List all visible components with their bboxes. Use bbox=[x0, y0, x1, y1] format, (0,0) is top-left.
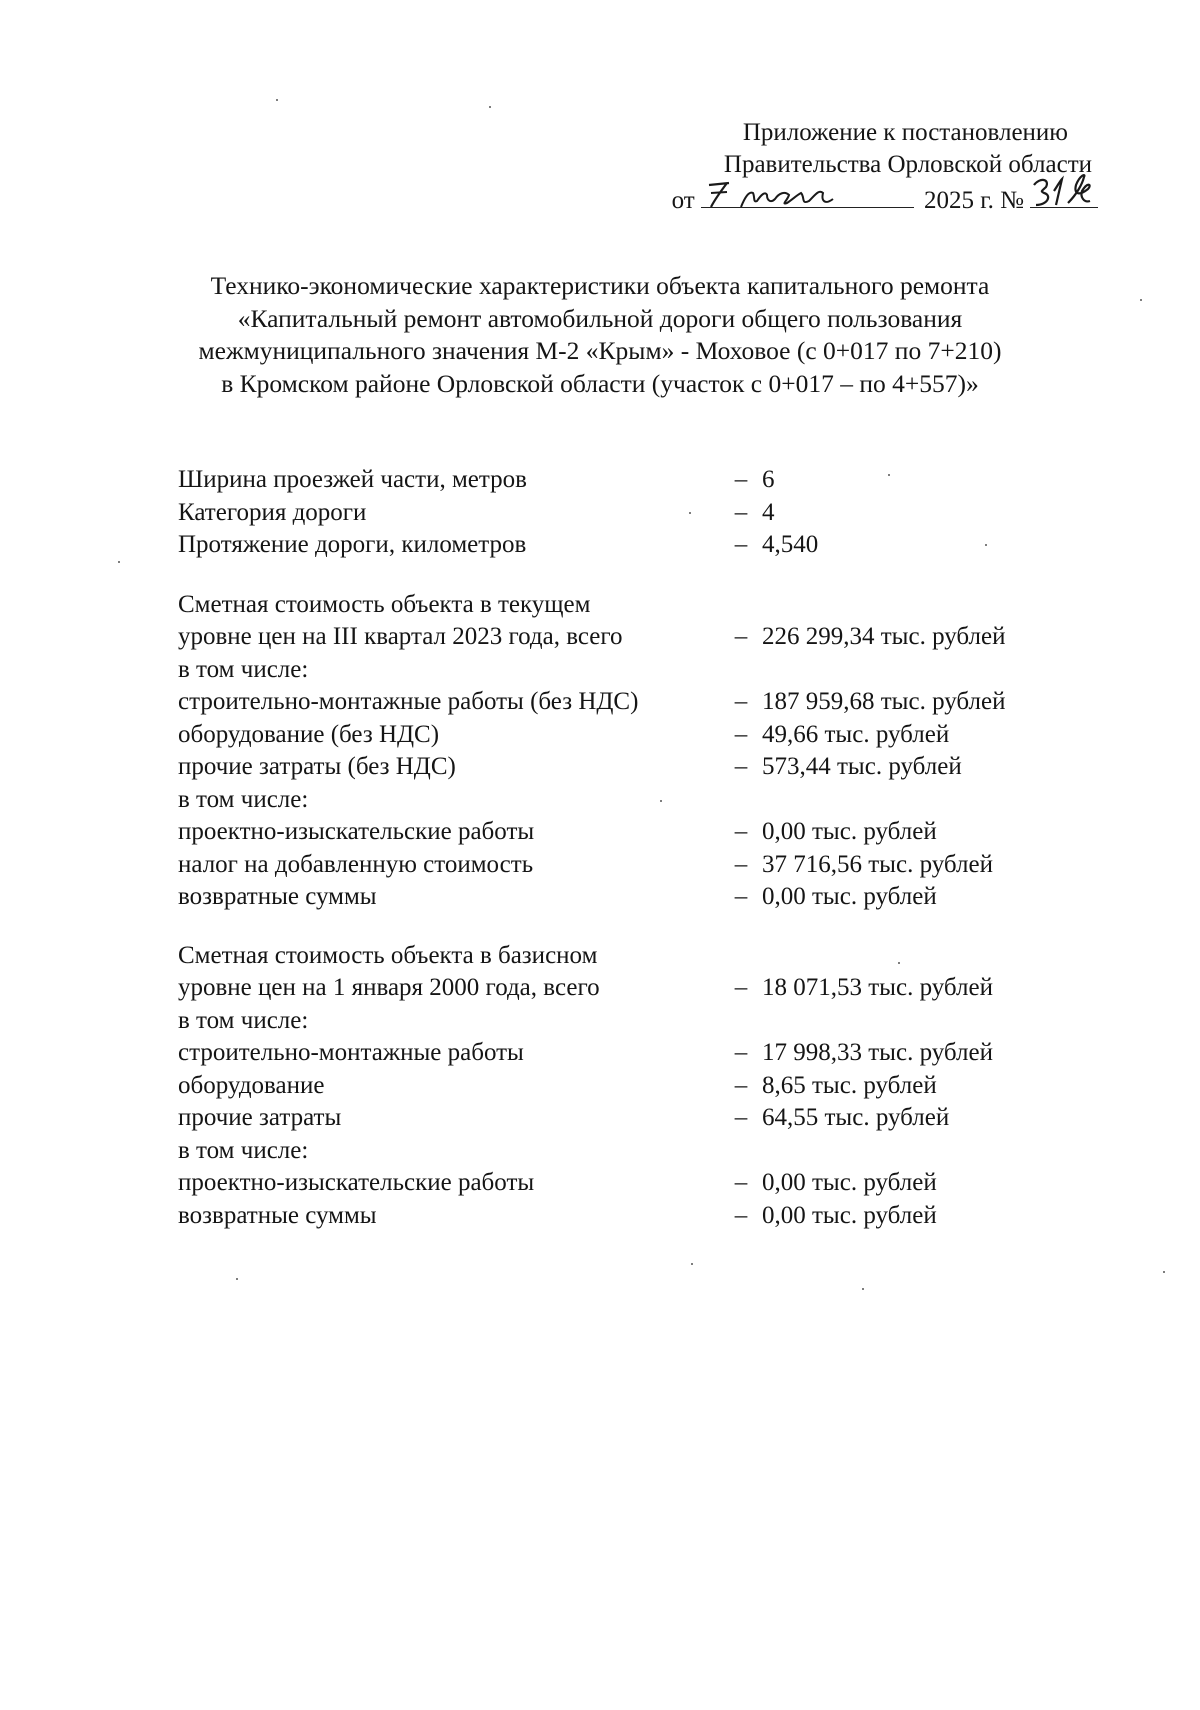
cost-item-value: 8,65 тыс. рублей bbox=[762, 1071, 937, 1099]
scan-speck bbox=[1140, 299, 1142, 301]
handwritten-date bbox=[701, 181, 914, 208]
cost-item-label: оборудование (без НДС) bbox=[178, 720, 440, 748]
spec-value: 4,540 bbox=[762, 531, 819, 558]
scan-speck bbox=[691, 1263, 693, 1265]
cost-item-row bbox=[178, 1037, 1078, 1070]
scan-speck bbox=[489, 106, 491, 108]
title-line: Технико-экономические характеристики объекта капитального ремонта bbox=[210, 271, 990, 300]
scan-speck bbox=[118, 561, 120, 563]
including-row bbox=[178, 1135, 1078, 1168]
scan-speck bbox=[985, 544, 987, 546]
spec-row bbox=[178, 497, 1078, 530]
spec-row bbox=[178, 464, 1078, 497]
cost-subitem-row bbox=[178, 881, 1078, 914]
cost-heading-label: Сметная стоимость объекта в текущем bbox=[178, 590, 591, 618]
cost-item-row bbox=[178, 686, 1078, 719]
handwritten-number bbox=[1030, 181, 1098, 208]
cost-subitem-label: налог на добавленную стоимость bbox=[178, 850, 534, 878]
spec-dash: – bbox=[734, 883, 748, 910]
specifications-list bbox=[178, 464, 1078, 1232]
cost-total-row bbox=[178, 972, 1078, 1005]
scan-speck bbox=[862, 1288, 864, 1290]
spec-dash: – bbox=[734, 850, 748, 878]
cost-item-label: прочие затраты (без НДС) bbox=[178, 753, 456, 780]
including-label: в том числе: bbox=[178, 1006, 309, 1034]
cost-item-row bbox=[178, 719, 1078, 752]
spec-dash: – bbox=[734, 974, 748, 1001]
spec-label: Категория дороги bbox=[178, 498, 367, 526]
cost-item-value: 187 959,68 тыс. рублей bbox=[762, 688, 1006, 715]
appendix-line-2: Правительства Орловской области bbox=[723, 151, 1092, 178]
cost-subitem-value: 0,00 тыс. рублей bbox=[762, 883, 937, 910]
cost-subitem-row bbox=[178, 849, 1078, 882]
cost-subitem-value: 37 716,56 тыс. рублей bbox=[762, 850, 993, 878]
section-gap bbox=[178, 914, 1078, 940]
including-label: в том числе: bbox=[178, 1136, 309, 1164]
cost-subitem-label: возвратные суммы bbox=[178, 883, 377, 910]
scan-speck bbox=[888, 474, 890, 476]
scan-speck bbox=[1163, 1271, 1165, 1273]
cost-item-label: строительно-монтажные работы bbox=[178, 1039, 524, 1066]
title-line: в Кромском районе Орловской области (участок с 0+017 – по 4+557)» bbox=[221, 368, 979, 398]
cost-subitem-value: 0,00 тыс. рублей bbox=[762, 1169, 937, 1196]
scan-speck bbox=[276, 99, 278, 101]
spec-dash: – bbox=[734, 1201, 748, 1229]
cost-subitem-label: проектно-изыскательские работы bbox=[178, 818, 535, 845]
spec-dash: – bbox=[734, 498, 748, 526]
cost-item-value: 573,44 тыс. рублей bbox=[762, 753, 962, 780]
spec-value: 6 bbox=[762, 466, 775, 493]
cost-item-row bbox=[178, 1070, 1078, 1103]
including-label: в том числе: bbox=[178, 655, 309, 683]
scan-speck bbox=[689, 512, 691, 514]
spec-dash: – bbox=[734, 466, 748, 493]
spec-dash: – bbox=[734, 688, 748, 715]
cost-heading bbox=[178, 589, 1078, 622]
spec-label: Протяжение дороги, километров bbox=[178, 531, 527, 558]
cost-total-row bbox=[178, 621, 1078, 654]
cost-item-label: строительно-монтажные работы (без НДС) bbox=[178, 688, 639, 715]
year-number-label: 2025 г. № bbox=[923, 187, 1024, 214]
spec-dash: – bbox=[734, 1071, 748, 1099]
scan-speck bbox=[236, 1278, 238, 1280]
including-row bbox=[178, 784, 1078, 817]
scan-speck bbox=[660, 800, 662, 802]
spec-dash: – bbox=[734, 531, 748, 558]
cost-item-label: прочие затраты bbox=[178, 1104, 342, 1131]
appendix-date-number-line bbox=[672, 181, 1098, 218]
scan-speck bbox=[898, 962, 900, 964]
cost-item-value: 64,55 тыс. рублей bbox=[762, 1104, 950, 1131]
spec-dash: – bbox=[734, 1039, 748, 1066]
cost-subitem-row bbox=[178, 816, 1078, 849]
spec-label: Ширина проезжей части, метров bbox=[178, 466, 527, 493]
spec-dash: – bbox=[734, 1169, 748, 1196]
cost-item-row bbox=[178, 751, 1078, 784]
section-gap bbox=[178, 562, 1078, 589]
including-label: в том числе: bbox=[178, 785, 309, 813]
spec-dash: – bbox=[734, 623, 748, 650]
cost-subitem-value: 0,00 тыс. рублей bbox=[762, 818, 937, 845]
spec-dash: – bbox=[734, 753, 748, 780]
document-title bbox=[150, 270, 1050, 400]
cost-item-row bbox=[178, 1102, 1078, 1135]
cost-subitem-label: проектно-изыскательские работы bbox=[178, 1169, 535, 1196]
cost-item-value: 17 998,33 тыс. рублей bbox=[762, 1039, 993, 1066]
including-row bbox=[178, 654, 1078, 687]
cost-subitem-row bbox=[178, 1167, 1078, 1200]
appendix-line-1: Приложение к постановлению bbox=[742, 119, 1068, 146]
cost-item-value: 49,66 тыс. рублей bbox=[762, 720, 950, 748]
cost-total-value: 226 299,34 тыс. рублей bbox=[762, 623, 1006, 650]
spec-dash: – bbox=[734, 1104, 748, 1131]
cost-subitem-label: возвратные суммы bbox=[178, 1201, 377, 1229]
cost-total-label: уровне цен на III квартал 2023 года, всего bbox=[178, 623, 623, 650]
cost-heading bbox=[178, 940, 1078, 973]
handwritten-number-signature bbox=[1030, 171, 1100, 211]
cost-item-label: оборудование bbox=[178, 1071, 325, 1099]
title-line: межмуниципального значения М-2 «Крым» - Моховое (с 0+017 по 7+210) bbox=[198, 336, 1002, 365]
cost-total-value: 18 071,53 тыс. рублей bbox=[762, 974, 993, 1001]
cost-total-label: уровне цен на 1 января 2000 года, всего bbox=[178, 974, 600, 1001]
cost-subitem-value: 0,00 тыс. рублей bbox=[762, 1201, 937, 1229]
spec-value: 4 bbox=[762, 498, 775, 526]
handwritten-date-signature bbox=[701, 171, 851, 211]
cost-heading-label: Сметная стоимость объекта в базисном bbox=[178, 941, 598, 969]
spec-row bbox=[178, 529, 1078, 562]
from-prefix: от bbox=[671, 187, 695, 214]
spec-dash: – bbox=[734, 818, 748, 845]
cost-subitem-row bbox=[178, 1200, 1078, 1233]
including-row bbox=[178, 1005, 1078, 1038]
spec-dash: – bbox=[734, 720, 748, 748]
title-line: «Капитальный ремонт автомобильной дороги общего пользования bbox=[237, 303, 963, 333]
